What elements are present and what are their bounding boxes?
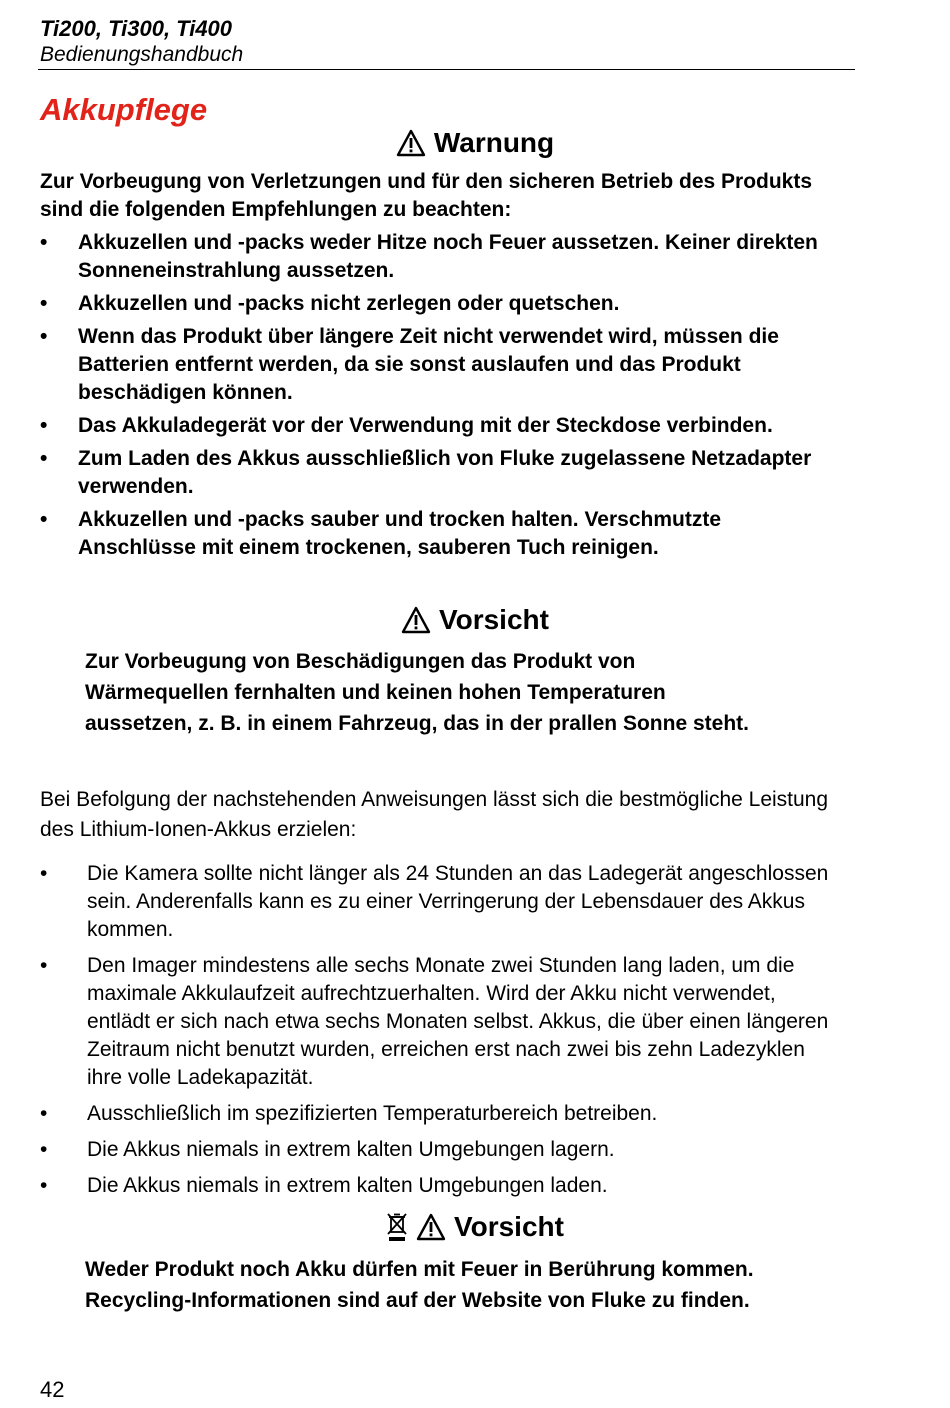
- caution-label: Vorsicht: [439, 604, 549, 635]
- header-models: Ti200, Ti300, Ti400: [40, 16, 233, 41]
- list-item: • Die Akkus niemals in extrem kalten Umgebungen lagern.: [40, 1138, 615, 1161]
- caution-recycling-text: Weder Produkt noch Akku dürfen mit Feuer in Berührung kommen. Recycling-Informationen sind auf der Website von Fluke zu finden.: [85, 1258, 754, 1312]
- caution-recycling-heading: [0, 1210, 950, 1250]
- list-item: • Den Imager mindestens alle sechs Monate zwei Stunden lang laden, um die maximale Akkulaufzeit aufrechtzuerhalten. Wird der Akku nicht verwendet, entlädt er sich nach etwa sechs Monaten selbst. Akkus, die über einen längeren Zeitraum nicht benutzt wurden, erreichen erst nach zwei bis zehn Ladezyklen ihre volle Ladekapazität.: [40, 954, 829, 1089]
- caution-text: Zur Vorbeugung von Beschädigungen das Produkt von Wärmequellen fernhalten und keinen hohen Temperaturen aussetzen, z. B. in einem Fahrzeug, das in der prallen Sonne steht.: [85, 650, 749, 735]
- caution-heading: [0, 603, 950, 642]
- page-number: 42: [40, 1377, 65, 1402]
- warning-triangle-icon: [396, 129, 426, 157]
- body-intro: Bei Befolgung der nachstehenden Anweisungen lässt sich die bestmögliche Leistung des Lithium-Ionen-Akkus erzielen:: [40, 788, 829, 841]
- list-item: • Akkuzellen und -packs nicht zerlegen oder quetschen.: [40, 292, 620, 315]
- warning-list: [40, 229, 820, 567]
- list-item: • Das Akkuladegerät vor der Verwendung mit der Steckdose verbinden.: [40, 414, 773, 437]
- list-item: • Ausschließlich im spezifizierten Temperaturbereich betreiben.: [40, 1102, 658, 1125]
- warning-triangle-icon: [416, 1213, 446, 1241]
- warning-triangle-icon: [401, 606, 431, 634]
- section-title: Akkupflege: [40, 92, 208, 127]
- list-item: • Zum Laden des Akkus ausschließlich von Fluke zugelassene Netzadapter verwenden.: [40, 447, 812, 498]
- list-item: • Akkuzellen und -packs sauber und trocken halten. Verschmutzte Anschlüsse mit einem trockenen, sauberen Tuch reinigen.: [40, 508, 722, 559]
- header-rule: [38, 69, 855, 70]
- list-item: • Wenn das Produkt über längere Zeit nicht verwendet wird, müssen die Batterien entfernt werden, da sie sonst auslaufen und das Produkt beschädigen können.: [40, 325, 779, 404]
- body-list: [40, 860, 840, 1208]
- page-header: [40, 16, 855, 67]
- list-item: • Die Akkus niemals in extrem kalten Umgebungen laden.: [40, 1174, 608, 1197]
- list-item: • Akkuzellen und -packs weder Hitze noch Feuer aussetzen. Keiner direkten Sonneneinstrahlung aussetzen.: [40, 231, 818, 282]
- list-item: • Die Kamera sollte nicht länger als 24 Stunden an das Ladegerät angeschlossen sein. Anderenfalls kann es zu einer Verringerung der Lebensdauer des Akkus kommen.: [40, 862, 829, 941]
- warning-intro: Zur Vorbeugung von Verletzungen und für den sicheren Betrieb des Produkts sind die folgenden Empfehlungen zu beachten:: [40, 170, 813, 221]
- warning-heading: [0, 126, 950, 165]
- caution-recycling-label: Vorsicht: [454, 1211, 564, 1242]
- warning-label: Warnung: [433, 127, 555, 158]
- weee-crossed-bin-icon: [386, 1212, 408, 1242]
- header-subtitle: Bedienungshandbuch: [40, 43, 244, 66]
